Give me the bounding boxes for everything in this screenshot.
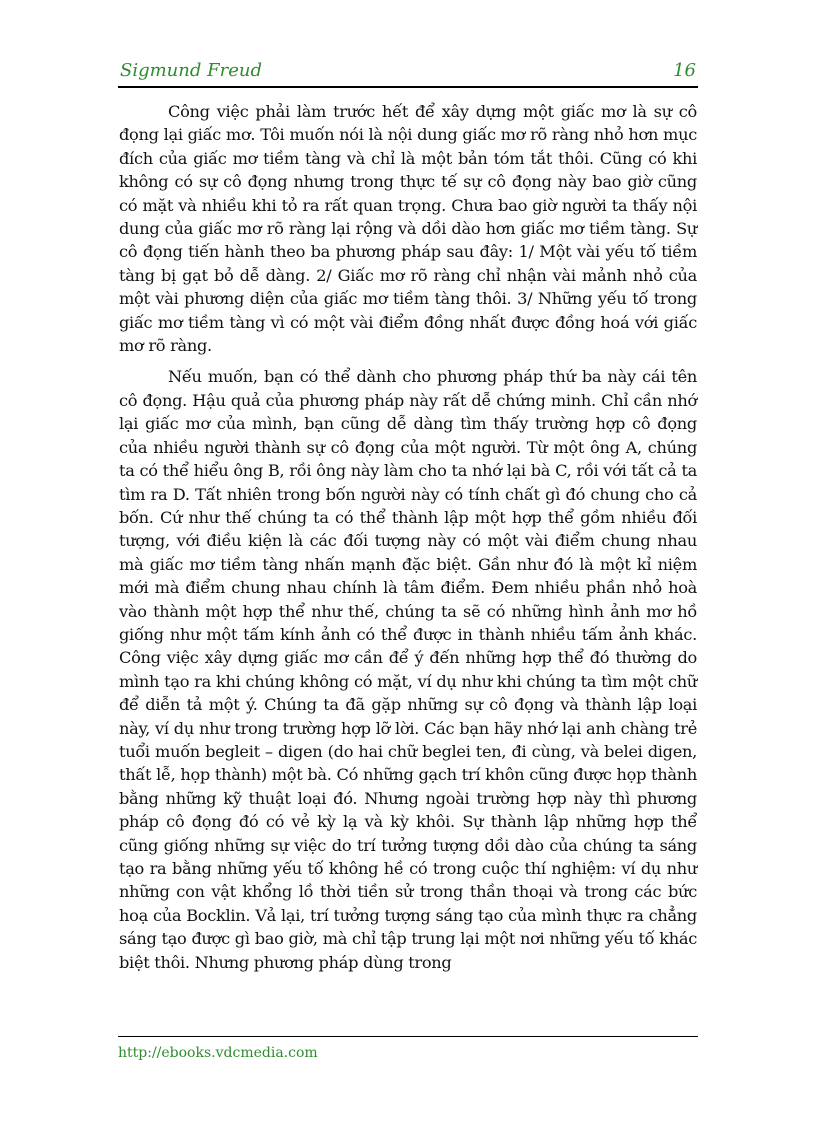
header-author: Sigmund Freud — [120, 60, 262, 81]
footer-divider — [118, 1036, 698, 1037]
paragraph: Nếu muốn, bạn có thể dành cho phương pháp thứ ba này cái tên cô đọng. Hậu quả của phương pháp này rất dễ chứng minh. Chỉ cần nhớ lại giấc mơ của mình, bạn cũng dễ dàng tìm thấy trường hợp cô đọng của nhiều người thành sự cô đọng của một người. Từ một ông A, chúng ta có thể hiểu ông B, rồi ông này làm cho ta nhớ lại bà C, rồi với tất cả ta tìm ra D. Tất nhiên trong bốn người này có tính chất gì đó chung cho cả bốn. Cứ như thế chúng ta có thể thành lập một hợp thể gồm nhiều đối tượng, với điều kiện là các đối tượng này có một vài điểm chung nhau mà giấc mơ tiềm tàng nhấn mạnh đặc biệt. Gần như đó là một kỉ niệm mới mà điểm chung nhau chính là tâm điểm. Đem nhiều phần nhỏ hoà vào thành một hợp thể như thế, chúng ta sẽ có những hình ảnh mơ hồ giống như một tấm kính ảnh có thể được in thành nhiều tấm ảnh khác. Công việc xây dựng giấc mơ cần để ý đến những hợp thể đó thường do mình tạo ra khi chúng không có mặt, ví dụ như khi chúng ta tìm một chữ để diễn tả một ý. Chúng ta đã gặp những sự cô đọng và thành lập loại này, ví dụ như trong trường hợp lỡ lời. Các bạn hãy nhớ lại anh chàng trẻ tuổi muốn begleit – digen (do hai chữ beglei ten, đi cùng, và belei digen, thất lễ, họp thành) một bà. Có những gạch trí khôn cũng được họp thành bằng những kỹ thuật loại đó. Nhưng ngoài trường hợp này thì phương pháp cô đọng đó có vẻ kỳ lạ và kỳ khôi. Sự thành lập những hợp thể cũng giống những sự việc do trí tưởng tượng dồi dào của chúng ta sáng tạo ra bằng những yếu tố không hề có trong cuộc thí nghiệm: ví dụ như những con vật khổng lồ thời tiền sử trong thần thoại và trong các bức hoạ của Bocklin. Vả lại, trí tưởng tượng sáng tạo của mình thực ra chẳng sáng tạo được gì bao giờ, mà chỉ tập trung lại một nơi những yếu tố khác biệt thôi. Nhưng phương pháp dùng trong — [119, 367, 697, 972]
running-header — [118, 60, 698, 88]
footer-url[interactable]: http://ebooks.vdcmedia.com — [118, 1045, 318, 1061]
paragraph: Công việc phải làm trước hết để xây dựng một giấc mơ là sự cô đọng lại giấc mơ. Tôi muốn nói là nội dung giấc mơ rõ ràng nhỏ hơn mục đích của giấc mơ tiềm tàng và chỉ là một bản tóm tắt thôi. Cũng có khi không có sự cô đọng nhưng trong thực tế sự cô đọng này bao giờ cũng có mặt và nhiều khi tỏ ra rất quan trọng. Chưa bao giờ người ta thấy nội dung của giấc mơ rõ ràng lại rộng và dồi dào hơn giấc mơ tiềm tàng. Sự cô đọng tiến hành theo ba phương pháp sau đây: 1/ Một vài yếu tố tiềm tàng bị gạt bỏ dễ dàng. 2/ Giấc mơ rõ ràng chỉ nhận vài mảnh nhỏ của một vài phương diện của giấc mơ tiềm tàng thôi. 3/ Những yếu tố trong giấc mơ tiềm tàng vì có một vài điểm đồng nhất được đồng hoá với giấc mơ rõ ràng. — [119, 102, 697, 356]
page-number: 16 — [673, 60, 696, 81]
body-text — [119, 100, 697, 982]
